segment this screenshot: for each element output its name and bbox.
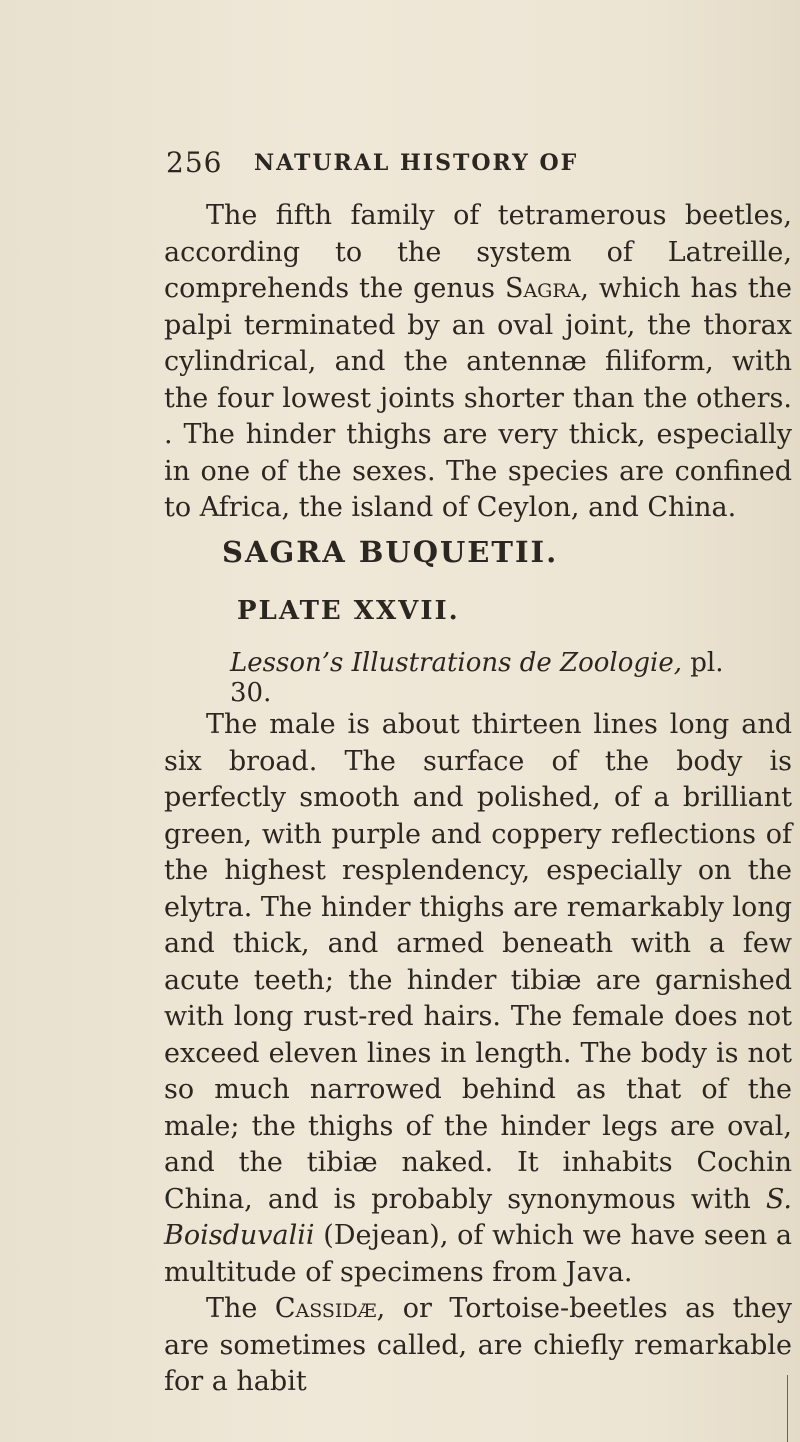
running-head: NATURAL HISTORY OF: [254, 150, 579, 176]
intro-text-end: , which has the palpi terminated by an oval joint, the thorax cylindrical, and the antennæ filiform, with the four lowest joints shorter than the others. . The hinder thighs are very thick, especially in one of the sexes. The species are confined to Africa, the island of Ceylon, and China.: [164, 273, 792, 523]
page-header: [166, 146, 786, 180]
family-name: Cassidæ: [274, 1293, 377, 1324]
description-text: The male is about thirteen lines long and six broad. The surface of the body is perfectly smooth and polished, of a brilliant green, with purple and coppery reflections of the highest resplendency, especially on the elytra. The hinder thighs are remarkably long and thick, and armed beneath with a few acute teeth; the hinder tibiæ are garnished with long rust-red hairs. The female does not exceed eleven lines in length. The body is not so much narrowed behind as that of the male; the thighs of the hinder legs are oval, and the tibiæ naked. It inhabits Cochin China, and is probably synonymous with: [164, 709, 792, 1215]
plate-heading: PLATE XXVII.: [237, 596, 460, 626]
synonym-species: S. Boisduvalii: [164, 1183, 792, 1251]
cassidae-paragraph: [164, 1291, 792, 1401]
reference-source: Lesson’s Illustrations de Zoologie,: [230, 648, 682, 678]
genus-name: Sagra: [504, 273, 581, 304]
reference-plate: pl. 30.: [230, 648, 724, 708]
species-heading: SAGRA BUQUETII.: [222, 535, 559, 569]
description-text-end: (Dejean), of which we have seen a multitude of specimens from Java.: [164, 1220, 792, 1288]
page-edge-line: [787, 1375, 788, 1442]
page-number: 256: [166, 146, 223, 179]
intro-paragraph: [164, 198, 792, 527]
cassidae-text-start: The: [206, 1293, 275, 1324]
cassidae-text-end: , or Tortoise-beetles as they are sometimes called, are chiefly remarkable for a habit: [164, 1293, 792, 1397]
species-description: [164, 707, 792, 1291]
plate-reference: [230, 648, 750, 708]
intro-text-start: The fifth family of tetramerous beetles, according to the system of Latreille, comprehends the genus: [164, 200, 792, 304]
description-paragraphs: [164, 707, 792, 1401]
